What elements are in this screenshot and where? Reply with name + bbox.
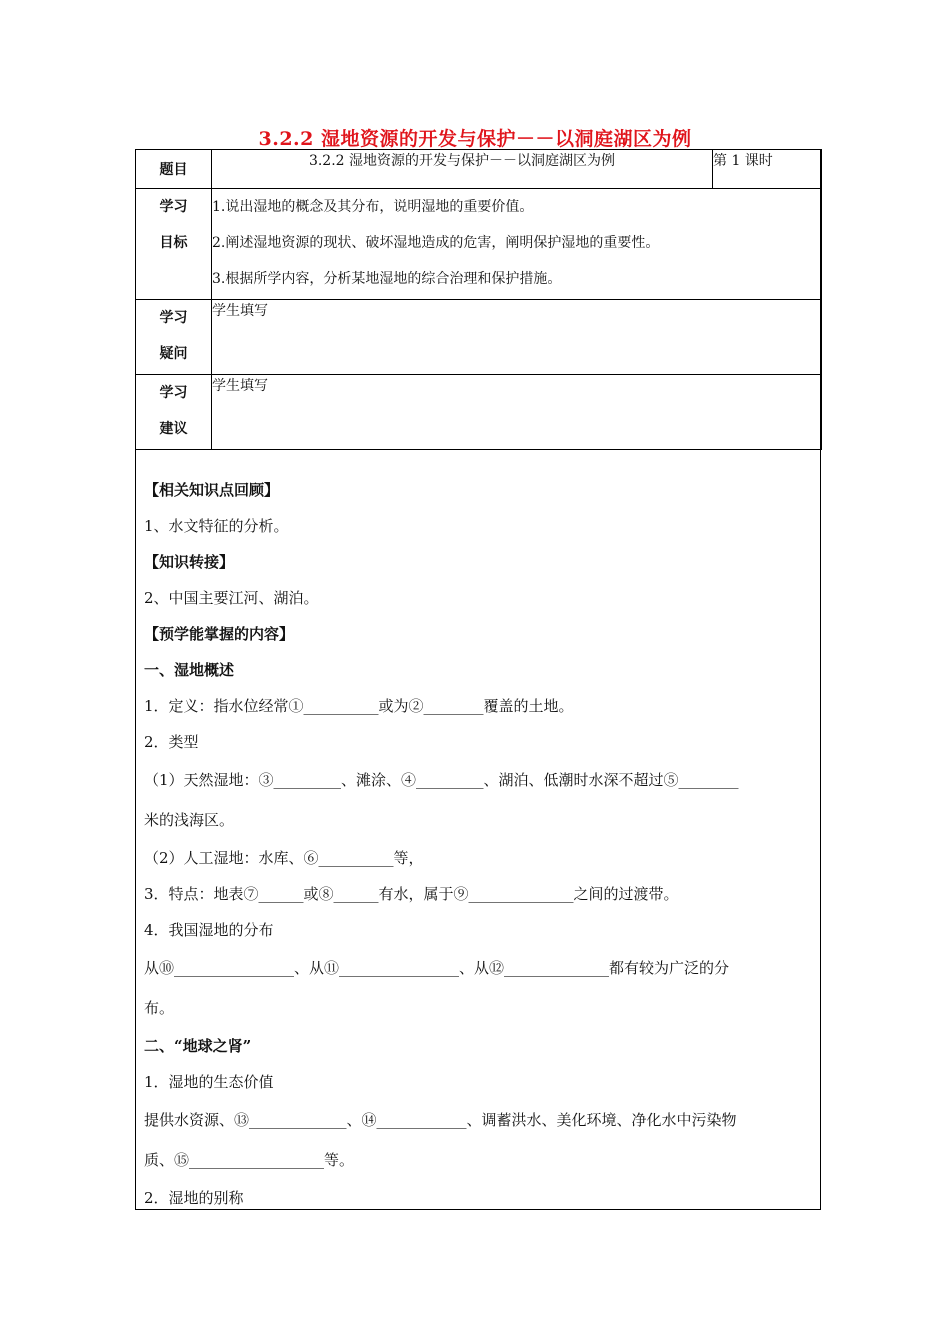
questions-label-line1: 学习 <box>159 310 188 326</box>
transfer-heading: 【知识转接】 <box>144 553 235 571</box>
questions-value: 学生填写 <box>212 300 822 375</box>
eco-value-line-cont: 质、⑮__________________等。 <box>144 1151 355 1169</box>
worksheet-content <box>144 472 814 1216</box>
topic-value: 3.2.2 湿地资源的开发与保护－－以洞庭湖区为例 <box>212 150 713 189</box>
goals-list <box>212 189 822 300</box>
type-line: 2．类型 <box>144 733 199 751</box>
advice-label <box>136 375 212 450</box>
distribution-heading: 4．我国湿地的分布 <box>144 921 274 939</box>
lesson-number: 第 1 课时 <box>713 150 822 189</box>
distribution-line-cont: 布。 <box>144 999 175 1017</box>
advice-value: 学生填写 <box>212 375 822 450</box>
natural-wetland-line-cont: 米的浅海区。 <box>144 811 235 829</box>
advice-row <box>136 375 822 450</box>
section1-heading: 一、湿地概述 <box>144 661 235 679</box>
goal-item: 2.阐述湿地资源的现状、破坏湿地造成的危害，阐明保护湿地的重要性。 <box>212 235 660 251</box>
alias-line: 2．湿地的别称 <box>144 1189 244 1207</box>
goals-label <box>136 189 212 300</box>
section2-heading: 二、“地球之肾” <box>144 1037 252 1055</box>
advice-label-line1: 学习 <box>159 385 188 401</box>
topic-row <box>136 150 822 189</box>
review-heading: 【相关知识点回顾】 <box>144 481 280 499</box>
preview-heading: 【预学能掌握的内容】 <box>144 625 295 643</box>
goal-item: 3.根据所学内容，分析某地湿地的综合治理和保护措施。 <box>212 271 562 287</box>
natural-wetland-line: （1）天然湿地：③_________、滩涂、④_________、湖泊、低潮时水深不超过⑤________ <box>144 771 739 789</box>
feature-line: 3．特点：地表⑦______或⑧______有水，属于⑨______________之间的过渡带。 <box>144 885 679 903</box>
eco-value-heading: 1．湿地的生态价值 <box>144 1073 274 1091</box>
goals-label-line2: 目标 <box>159 235 188 251</box>
questions-label-line2: 疑问 <box>159 346 188 362</box>
document-title: 3.2.2 湿地资源的开发与保护－－以洞庭湖区为例 <box>258 128 692 150</box>
info-table <box>135 149 822 450</box>
goals-label-line1: 学习 <box>159 199 188 215</box>
transfer-item: 2、中国主要江河、湖泊。 <box>144 589 319 607</box>
questions-label <box>136 300 212 375</box>
questions-row <box>136 300 822 375</box>
topic-label: 题目 <box>136 150 212 189</box>
advice-label-line2: 建议 <box>159 421 188 437</box>
definition-line: 1．定义：指水位经常①__________或为②________覆盖的土地。 <box>144 697 574 715</box>
artificial-wetland-line: （2）人工湿地：水库、⑥__________等， <box>144 849 424 867</box>
goals-row <box>136 189 822 300</box>
review-item: 1、水文特征的分析。 <box>144 517 289 535</box>
goal-item: 1.说出湿地的概念及其分布，说明湿地的重要价值。 <box>212 199 534 215</box>
distribution-line: 从⑩________________、从⑪________________、从⑫______________都有较为广泛的分 <box>144 959 730 977</box>
eco-value-line: 提供水资源、⑬_____________、⑭____________、调蓄洪水、美化环境、净化水中污染物 <box>144 1111 737 1129</box>
